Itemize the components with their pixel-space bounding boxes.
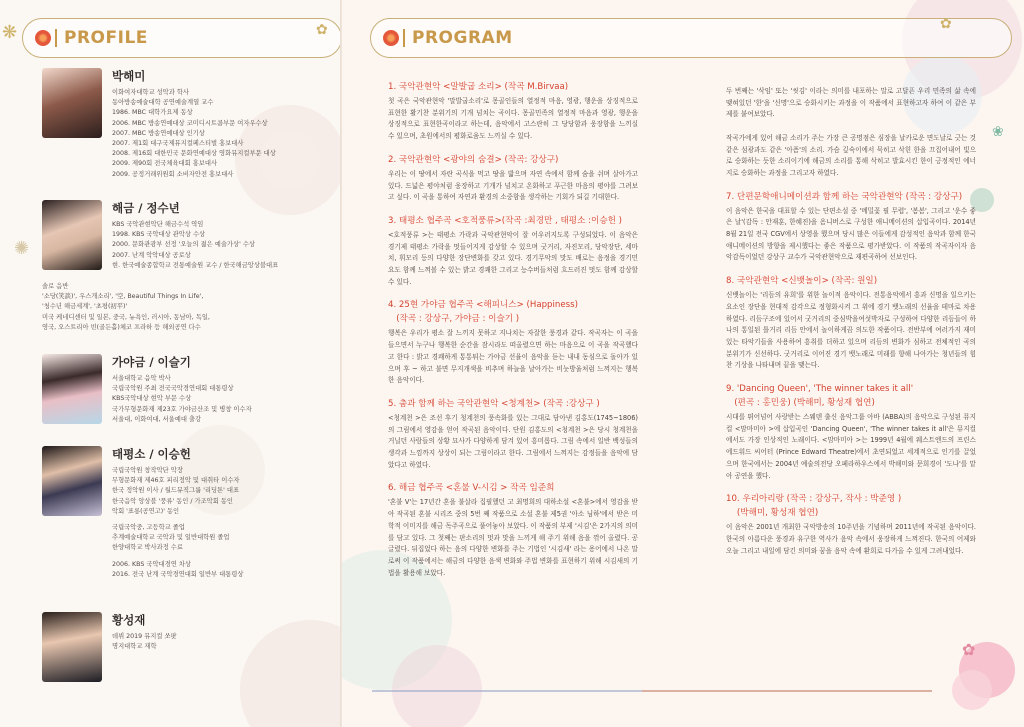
profile-line: 2006. KBS 국악대경연 차상: [112, 560, 191, 568]
profile-line: 현. 한국예술종합학교 전통예술원 교수 / 한국해금앙상블대표: [112, 261, 279, 269]
profile-line: 2009. 공정거래위원회 소비자안전 홍보대사: [112, 170, 234, 178]
profile-line: '소당(笑談)', 우스개소리', '空, Beautiful Things In Life',: [42, 293, 204, 301]
avatar: [42, 200, 102, 270]
program-item: [388, 397, 638, 472]
program-description: 두 번째는 '삭임' 또는 '씻김' 이라는 의미를 내포하는 말로 고달픈 우리 민족의 삶 속에 맺혀있던 '한'을 '신명'으로 승화시키는 과정을 이 작품에서 표현하고자 하여 이 같은 부제를 붙여보았다. 작곡가에게 있어 해금 소리가 주는 가장 큰 공명점은 심장을 날카로운 면도날로 긋는 것 같은 섬광과도 같은 '아픔'의 소리. 가슴 깊숙이에서 묵히고 삭힌 한을 끄집어내어 빛으로 승화하는 듯한 소리이기에 해금의 소리를 통해 삭히고 발효시킨 한이 긍정적인 에너지로 승화하는 과정을 그리고자 하였다.: [726, 87, 976, 177]
flower-ornament-icon: ❋: [2, 22, 18, 43]
program-description: 행복은 우리가 평소 잘 느끼지 못하고 지나치는 자잘한 풍경과 같다. 작곡자는 이 곡을 들으면서 누구나 행복한 순간을 잠시라도 떠올렸으면 하는 마음으로 이 곡을 작곡했다고 한다 : 밝고 경쾌하게 통통튀는 가야금 선율이 음악을 듣는 내내 동심으로 돌아가 있으며 후 ~ 하고 불면 무지개색을 비추며 하늘을 날아가는 비눗방울처럼 느껴지는 행복한 음악이다.: [388, 329, 638, 385]
program-banner: [370, 18, 1012, 58]
program-heading: 8. 국악관현악 <신뱃놀이> (작곡: 원일): [726, 276, 878, 287]
profile-line: 한국음악 앙상블 '풍류' 동인 / 가조악회 동인: [112, 497, 234, 505]
profile-line: 한국 정악원 이사 / 월드뮤직그룹 '리딩톤' 대표: [112, 487, 240, 495]
program-description: 시대를 뛰어넘어 사랑받는 스웨덴 출신 음악그룹 아바 (ABBA)의 음악으로 구성된 뮤지컬 <맘마미아 >에 삽입곡인 'Dancing Queen', 'The winner takes it all'은 뮤지컬에서도 가장 인상적인 노래이다. <맘마미아 >는 1999년 4월에 웨스트엔드의 프린스 에드워드 씨어터 (Prince Edward Theatre)에서 초연되었고 세계적으로 인기를 끌었으며 한국에서는 2004년 예술의전당 오페라하우스에서 박해미와 문희경이 '도나'를 맡아 공연을 했다.: [726, 413, 976, 480]
avatar: [42, 354, 102, 424]
program-column-1: [388, 80, 638, 579]
profile-name: 가야금 / 이슬기: [112, 355, 191, 369]
program-item: [388, 298, 638, 387]
profile-line: 2006. MBC 방송연예대상 코미디시트콤부문 여자우수상: [112, 119, 268, 127]
divider: [55, 29, 57, 47]
program-heading: 3. 태평소 협주곡 <호적풍류>(작곡 :최경만 , 태평소 :이승헌 ): [388, 215, 623, 226]
profile-banner: [22, 18, 342, 58]
knot-icon: [383, 30, 399, 46]
profile-name: 해금 / 정수년: [112, 201, 180, 215]
profile-name: 황성재: [112, 613, 146, 627]
avatar: [42, 68, 102, 138]
profile-line: 2007. MBC 방송연예대상 인기상: [112, 129, 205, 137]
profile-line: 데뷔 2019 뮤지컬 쏘팟: [112, 633, 177, 640]
profile-title: PROFILE: [64, 28, 148, 48]
program-description: 우리는 이 땅에서 자란 곡식을 먹고 땅을 밟으며 자연 속에서 함께 숨을 쉬며 살아가고 있다. 드넓은 평야처럼 웅장하고 기개가 넘치고 온화하고 푸근한 마음의 평야를 그려보고 싶다. 이 곡을 통하여 자연과 환경의 소중함을 생각하는 기회가 되길 기대한다.: [388, 169, 638, 202]
profile-lines: [112, 88, 327, 180]
program-item: [388, 481, 638, 579]
program-item: [388, 153, 638, 204]
program-item: [726, 190, 976, 265]
profile-2-extra: [42, 282, 332, 333]
program-heading: 7. 단편문학애니메이션과 함께 하는 국악관현악 (작곡 : 강상구): [726, 191, 963, 202]
profile-line: KBS 국악관현악단 해금수석 역임: [112, 221, 204, 228]
profile-line: 무형문화재 제46호 피리정악 및 대취타 이수자: [112, 477, 240, 485]
program-title: PROGRAM: [412, 28, 513, 48]
profile-line: 2009. 제90회 전국체육대회 홍보대사: [112, 160, 218, 168]
profile-info: [112, 200, 327, 271]
profile-line: 국가무형문화재 제23호 가야금산조 및 병창 이수자: [112, 405, 252, 413]
profile-line: 서울대, 이화여대, 서울예대 출강: [112, 415, 202, 423]
program-column-2: [726, 86, 976, 557]
flower-ornament-icon: ✺: [14, 238, 30, 259]
flower-ornament-icon: ✿: [940, 16, 952, 32]
program-description: 첫 곡은 국악관현악 '말발굽소리'로 몽골인들의 열정적 마음, 영광, 행운을 상징적으로 표현한 활기찬 분위기의 기개 넘치는 곡이다. 몽골민족의 열정적 마음과 영광, 행운을 상징적으로 표현한곡이라고 하는데, 음악에서 고스란히 그 당당함과 웅장함을 느끼실 수 있으며, 초원에서의 평화로움도 느끼실 수 있다.: [388, 97, 638, 141]
program-description: '혼불 V'는 17년간 혼을 불살라 집필했던 고 최명희의 대하소설 <혼불>에서 영감을 받아 작곡된 혼불 시리즈 중의 5번 째 작품으로 소설 혼불 제5권 '아소 님하'에서 받은 미학적 이미지를 해금 독주곡으로 풀어놓아 보았다. 이 작품의 부제 '시김'은 2가지의 의미를 담고 있다. 그 첫째는 판소리의 멋과 맛을 느끼게 해 주기 위해 음을 꺾어 올렸다. 공글렸다. 뒤집었다 하는 음의 다양한 변화를 주는 기법인 '시김새' 라는 용어에서 나온 말로써 이 작품에서는 해금의 다양한 음색 변화와 주법 변화를 표현하기 위해 시김새의 기법을 활용해 보았다.: [388, 498, 638, 577]
divider: [403, 29, 405, 47]
avatar: [42, 446, 102, 516]
profile-line: 1986. MBC 대학가요제 동상: [112, 109, 193, 117]
profile-line: 영국, 오스트리아 빈(골든홀)체코 프라하 등 해외공연 다수: [42, 323, 201, 331]
profile-line: 국립국악원 창작악단 악장: [112, 467, 183, 474]
program-description: 이 음악은 2001년 개최한 국악방송의 10주년을 기념하며 2011년에 작곡된 음악이다. 한국의 아름다운 풍경과 유구한 역사가 음악 속에서 웅장하게 느껴진다. 한국의 어제와 오늘 그리고 내일에 담긴 의미와 꿈을 음악 속에 환희로 다가올 수 있게 그려내었다.: [726, 523, 976, 555]
profile-line: 2008. 제16회 대한민국 문화연예대상 영화뮤지컬부문 대상: [112, 150, 276, 158]
profile-line: 솔로 음반: [42, 283, 69, 290]
profile-line: 동아방송예술대학 공연예술계열 교수: [112, 99, 214, 107]
profile-line: 서울대학교 음악 박사: [112, 375, 171, 382]
program-item: [726, 492, 976, 557]
profile-info: [112, 68, 327, 180]
profile-line: 국립국악원 주최 전국국악경연대회 대통령상: [112, 385, 234, 393]
profile-line: 2000. 문화관광부 선정 '오늘의 젊은 예술가상' 수상: [112, 241, 255, 249]
flower-ornament-icon: ✿: [962, 640, 976, 659]
program-heading: 4. 25현 가야금 협주곡 <해피니스> (Happiness) (작곡 : 강상구, 가야금 : 이슬기 ): [388, 300, 578, 325]
program-heading: 10. 우리아리랑 (작곡 : 강상구, 작사 : 박준영 ) (박해미, 황성재 협연): [726, 494, 902, 519]
program-description: <호적풍류 >는 태평소 가락과 국악관현악이 잘 어우러지도록 구성되었다. 이 음악은 경기제 태평소 가락을 멋들어지게 감상할 수 있으며 굿거리, 자진모리, 당악장단, 세마치, 휘모리 등의 다양한 장단변화를 갖고 있다. 경기무악의 맛도 배로는 음정을 경기민요도 함께 느껴볼 수 있는 밝고 경쾌한 그리고 능수버들처럼 흐드러진 멋도 함께 감상할 수 있다.: [388, 230, 638, 286]
program-page: [342, 0, 1024, 727]
profile-line: 1998. KBS 국악대상 관악상 수상: [112, 231, 206, 239]
profile-name: 박해미: [112, 69, 146, 83]
flower-ornament-icon: ✿: [316, 22, 328, 38]
program-item: [726, 382, 976, 482]
program-item: [388, 214, 638, 289]
flower-ornament-icon: ❀: [992, 124, 1004, 140]
program-description: <청계천 >은 조선 후기 청계천의 풍속화를 있는 그대로 담아낸 김홍도(1745~1806)의 그림에서 영감을 얻어 작곡된 음악이다. 단원 김홍도의 <청계천 >은 당시 청계천을 거닐던 사람들의 상황 묘사가 다양하게 담겨 있어 흥미롭다. 그림 속에서 일반 백성들의 생각과 느낌까지 상상이 되는 그림이라고 한다. 그림에서 느껴지는 감정들을 음악에 담았다고 하였다.: [388, 413, 638, 469]
profile-line: 2007. 난계 악악대상 공로상: [112, 251, 191, 259]
program-heading: 1. 국악관현악 <말발굽 소리> (작곡 M.Birvaa): [388, 82, 569, 92]
profile-info: [112, 446, 327, 580]
profile-name: 태평소 / 이승헌: [112, 447, 191, 461]
program-item: [726, 86, 976, 180]
profile-line: 악회 '표롱(공연고)' 동인: [112, 507, 180, 515]
profile-info: [112, 354, 327, 425]
profile-line: 2007. 제1회 대구국제뮤지컬페스티벌 홍보대사: [112, 140, 244, 148]
program-heading: 9. 'Dancing Queen', 'The winner takes it all' (편곡 : 홍민웅) (박해미, 황성재 협연): [726, 384, 914, 409]
profile-line: 2016. 전국 난계 국악경연대회 일반부 대통령상: [112, 570, 244, 578]
program-item: [726, 274, 976, 372]
profile-line: KBS국악대상 현악 부문 수상: [112, 395, 192, 403]
program-description: 신뱃놀이는 '리듬의 유희'를 위한 놀이적 음악이다. 전통음악에서 흥과 신명을 일으키는 요소인 장단을 현대적 감각으로 정형화시켜 그 위에 경기 뱃노래의 선율을 테마로 차용하였다. 리듬구조에 있어서 굿거리의 중심박을여섯박자로 구성하여 다양한 리듬들이 하나의 통일된 틀거리 리듬 안에서 놀이하게끔 의도한 작품이다. 전반부에 여러가지 재미있는 타악기들을 사용하여 흥취를 더하고 있으며 리듬의 변화가 심하고 전체적인 곡의 분위기가 신선하다. 굿거리로 이어진 경기 뱃노래로 미래를 향해 나아가는 청년들의 힘찬 기상을 나타내며 끝을 맺는다.: [726, 291, 976, 370]
program-item: [388, 80, 638, 143]
profile-line: 이화여자대학교 성악과 학사: [112, 89, 189, 96]
profile-line: 미국 케네디센터 및 일본, 중국, 뉴욕인, 러시아, 동남아, 독일,: [42, 313, 210, 321]
profile-line: 명지대학교 재학: [112, 643, 157, 651]
profile-info: [112, 612, 327, 652]
profile-line: 국립국악중, 고등학교 졸업: [112, 524, 185, 532]
avatar: [42, 612, 102, 682]
profile-line: 추계예술대학교 국악과 및 일반대학원 졸업: [112, 534, 230, 542]
profile-page: [0, 0, 342, 727]
program-heading: 6. 해금 협주곡 <혼불 V-시김 > 작곡 임준희: [388, 483, 555, 494]
program-description: 이 음악은 한국을 대표할 수 있는 단편소설 중 '메밀꽃 필 무렵', '봄봄', 그리고 '운수 좋은 날'(감독 : 안재훈, 한혜진)을 옴니버스로 구성한 애니메이션의 삽입곡이다. 2014년 8월 21일 전국 CGV에서 상영을 했으며 당시 많은 이들에게 감성적인 음악과 함께 한국 애니메이션의 방향을 제시했다는 좋은 작품으로 평가받았다. 이 작품의 작곡자이자 음악감독이었던 강상구 교수가 국악관현악으로 재편곡하여 선보인다.: [726, 206, 976, 262]
knot-icon: [35, 30, 51, 46]
program-heading: 5. 춤과 함께 하는 국악관현악 <청계천> (작곡 :강상구 ): [388, 398, 600, 409]
program-heading: 2. 국악관현악 <광야의 숨결> (작곡: 강상구): [388, 154, 559, 165]
profile-line: 한양대학교 박사과정 수료: [112, 544, 183, 552]
profile-line: '청수년 해금세계', '초평(初平)': [42, 303, 128, 311]
